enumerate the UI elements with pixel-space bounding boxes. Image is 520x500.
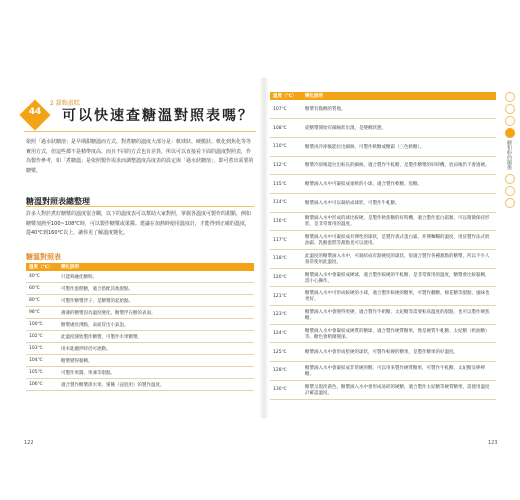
temperature-cell: 123℃ [270,306,302,325]
chapter-dot [505,92,515,102]
description-cell: 糖漿呈現淡黃色，糖漿滴入水中會形成易碎的硬糖，適合製作太妃糖等硬質糖果，需使用溫度計確認溫度。 [302,380,496,399]
table-heading: 糖溫對照表 [26,253,61,261]
table-row [270,380,496,399]
page-number-left: 122 [24,440,34,446]
table-row [270,324,496,343]
table-row [270,250,496,269]
table-header: 變化說明 [302,92,496,100]
temperature-cell: 98℃ [26,307,58,319]
chapter-dot [505,104,515,114]
temperature-cell: 40℃ [26,271,58,283]
table-row [270,231,496,250]
table-row [26,283,254,295]
description-cell: 可製作蛋糕糖，適合搭配其他甜點。 [58,283,254,295]
temperature-cell: 80℃ [26,295,58,307]
chapter-tab-label: 糖和粉的關係 [506,140,512,170]
table-row [26,343,254,355]
temperature-cell: 106℃ [26,379,58,391]
temperature-cell: 124℃ [270,324,302,343]
chapter-dot [505,174,515,184]
description-cell: 可製作果醬、果凍等甜點。 [58,367,254,379]
temperature-cell: 130℃ [270,380,302,399]
table-row [270,119,496,138]
temperature-cell: 118℃ [270,250,302,269]
description-cell: 糖漿滴入水中可形成較硬的小球，適合製作較硬的糖果，可製作翻糖、棉花糖等甜點，風味也更好。 [302,287,496,306]
description-cell: 糖漿有黏稠的質地。 [302,100,496,119]
page-title: 可以快速查糖溫對照表嗎？ [62,108,254,124]
table-row [270,362,496,381]
summary-paragraph: 許多人對於煮好糖漿的溫度很含糊，以下的溫度表可以幫助大家對照，掌握各溫度可製作的甜點，例如糖漿加熱至100~108℃時，可以製作糖漿或果醬。建議在加熱時使用溫度計，才能得到正確的溫度，從40℃到160℃以上，讓你更了解溫度變化。 [26,211,252,236]
table-row [26,271,254,283]
table-row [26,379,254,391]
table-row [270,287,496,306]
description-cell: 此溫度開始製作糖漿，可製作水果糖漿。 [58,331,254,343]
right-sugar-table [270,92,496,400]
description-cell: 糖漿滴入水中會凝結成非常硬的糖，可以用來製作硬質糖果，可製作牛軋糖、太妃糖及棒棒糖。 [302,362,496,381]
temperature-cell: 128℃ [270,362,302,381]
description-cell: 糖漿滴入水中可凝結成柔軟的小球，適合製作軟糖、焦糖。 [302,175,496,194]
temperature-cell: 105℃ [26,367,58,379]
table-row [26,355,254,367]
description-cell: 用木匙攪拌時仍可流動。 [58,343,254,355]
description-cell: 適合製作糖漿漬水果、蜜餞（浸泡用）的製作溫度。 [58,379,254,391]
temperature-cell: 117℃ [270,231,302,250]
temperature-cell: 114℃ [270,193,302,212]
temperature-cell: 110℃ [270,137,302,156]
chapter-sidebar [505,92,515,210]
left-sugar-table [26,263,254,391]
temperature-cell: 125℃ [270,343,302,362]
table-header: 溫度（℃） [26,263,58,271]
page-number-right: 123 [488,440,498,446]
description-cell: 糖漿滴入水中可凝結成有彈性的球狀，是製作義式蛋白霜、炸彈麵糊的溫度，用於製作法式奶油霜、乳酪蛋糕等甜點也可以使用。 [302,231,496,250]
temperature-cell: 102℃ [26,331,58,343]
description-cell: 糖漿滴入水中會形成堅硬的球狀，可製作較硬的糖果，是製作糖果的好溫度。 [302,343,496,362]
description-cell: 此溫度的糖漿滴入水中，可凝結成有點硬度的球狀，很適合製作各種甜點的糖漿，所以不少人很常使用此溫度。 [302,250,496,269]
table-row [26,307,254,319]
table-row [26,319,254,331]
table-header: 變化說明 [58,263,254,271]
temperature-cell: 116℃ [270,212,302,231]
description-cell: 糖漿滴入水中形成的球比較硬，是製作軟焦糖的好時機，適合製作蛋白霜類，可以稍微保持形狀，是非常實用的溫度。 [302,212,496,231]
book-gutter [259,78,269,418]
description-cell: 糖漿冷卻後能拉出較長的細絲，適合製作牛軋糖，是製作糖漿的好時機，放涼後仍不會過硬。 [302,156,496,175]
temperature-cell: 120℃ [270,268,302,287]
temperature-cell: 112℃ [270,156,302,175]
description-cell: 糖漿處於沸點，表面冒出小氣泡。 [58,319,254,331]
table-row [270,343,496,362]
chapter-dot [505,116,515,126]
temperature-cell: 100℃ [26,319,58,331]
table-row [26,367,254,379]
temperature-cell: 104℃ [26,355,58,367]
table-row [270,137,496,156]
chapter-dot [505,186,515,196]
section-label: 2 甜點蛋糕 [50,100,80,107]
subhead-summary: 糖溫對照表總整理 [26,197,90,206]
table-row [26,295,254,307]
table-row [270,100,496,119]
table-row [270,306,496,325]
description-cell: 糖漿滴入水中會變得更硬，適合製作牛奶糖、太妃糖等需要較高溫度的甜點，也可以製作硬焦糖。 [302,306,496,325]
description-cell: 糖漿滴入水中會凝結成硬球，適合製作較硬的牛軋糖，是非常實用的溫度，糖漿會比較黏稠，需小心操作。 [302,268,496,287]
temperature-cell: 108℃ [270,119,302,138]
table-row [270,268,496,287]
intro-paragraph: 依照「過水狀糖溶」是早期甜糖溫而方式，對煮糖的溫度大部分是：軟球狀、硬脆狀、軟化到焦化等等實用方式，但這些都不是精準度高、而且不同的方式也有差異，所以可以直接看下面的溫度對照表，作為製作參考，如「煮糖溫」是依照製作需求而調整溫度高度表的設定與「過水狀糖溶」，即可煮出需要的糖漿。 [26,139,254,174]
description-cell: 從糖漿開始有細線狀出現，是變稠狀態。 [302,119,496,138]
item-number: 44 [28,107,42,117]
temperature-cell: 103℃ [26,343,58,355]
table-row [270,212,496,231]
table-row [26,331,254,343]
table-row [270,156,496,175]
temperature-cell: 107℃ [270,100,302,119]
description-cell: 可製作糖漿浮子，是糖漿的起始點。 [58,295,254,307]
temperature-cell: 121℃ [270,287,302,306]
description-cell: 糖漿再冷卻後能拉出細絲，可製作軟糖或糖霜（三色軟糖）。 [302,137,496,156]
chapter-dot [505,198,515,208]
description-cell: 糖漿滴入水中會凝結成硬質的糖球，適合製作硬質糖果，像是硬質牛軋糖、太妃糖（奶油糖）等，糖色會稍微變深。 [302,324,496,343]
table-header-row [26,263,254,271]
table-header-row [270,92,496,100]
description-cell: 糖漿滴入水中可以凝結成球狀，可製作牛軋糖。 [302,193,496,212]
table-row [270,193,496,212]
description-cell: 薄薄的糖漿因為溫度變化，糖漿浮在糖的表面。 [58,307,254,319]
table-header: 溫度（℃） [270,92,302,100]
temperature-cell: 60℃ [26,283,58,295]
subhead-line [26,206,254,207]
description-cell: 糖漿變得黏稠。 [58,355,254,367]
chapter-dot-active [505,128,515,138]
description-cell: 只能夠融化糖粉。 [58,271,254,283]
table-row [270,175,496,194]
temperature-cell: 115℃ [270,175,302,194]
